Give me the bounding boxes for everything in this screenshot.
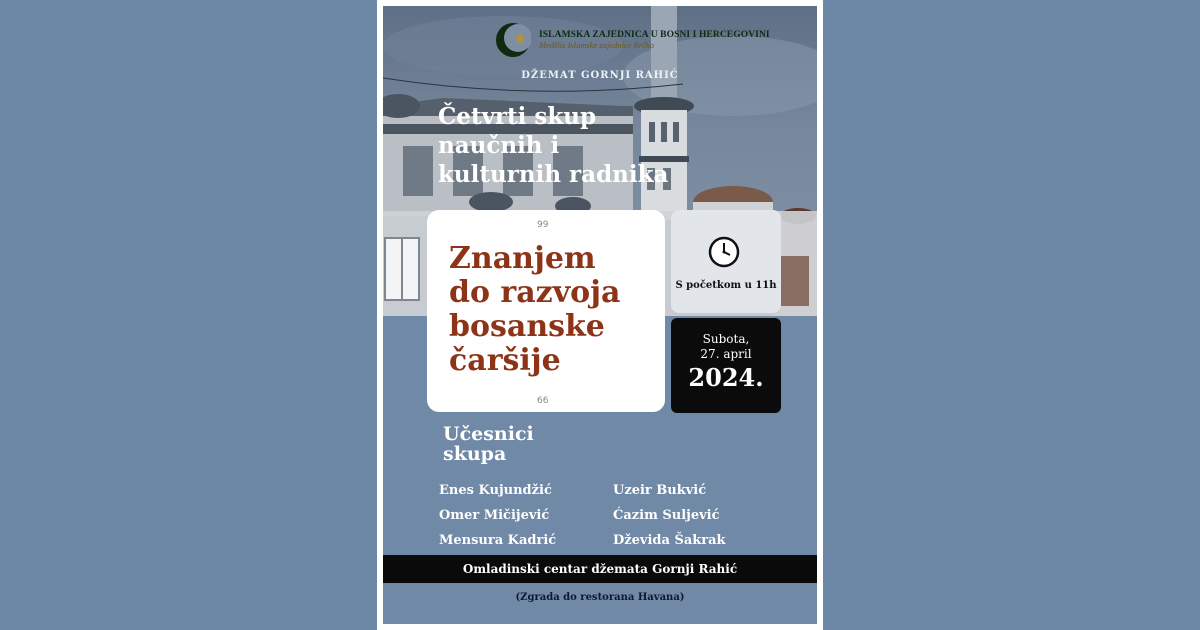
- participant-name: Dževida Šakrak: [613, 533, 726, 548]
- theme-card: [427, 210, 665, 412]
- theme-line: bosanske: [449, 309, 605, 344]
- time-card: [671, 210, 781, 313]
- poster-body: [383, 6, 817, 624]
- theme-line: čaršije: [449, 343, 561, 378]
- theme-line: do razvoja: [449, 275, 621, 310]
- participants-heading: [443, 424, 534, 464]
- crescent-star-icon: [495, 22, 531, 58]
- event-poster: [377, 0, 823, 630]
- organization-sub: Medžlis Islamske zajednice Brčko: [539, 39, 654, 50]
- theme-line: Znanjem: [449, 241, 596, 276]
- organization-logo: [495, 22, 770, 58]
- venue-bar: Omladinski centar džemata Gornji Rahić: [383, 555, 817, 583]
- title-line: Četvrti skup: [438, 103, 597, 130]
- participants-right: [613, 478, 726, 553]
- event-theme: [449, 242, 620, 378]
- title-line: naučnih i: [438, 132, 560, 159]
- venue-note: (Zgrada do restorana Havana): [515, 592, 685, 603]
- participant-name: Omer Mičijević: [439, 508, 550, 523]
- heading-line: Učesnici: [443, 423, 534, 445]
- participant-name: Mensura Kadrić: [439, 533, 557, 548]
- quote-close-icon: 66: [537, 396, 549, 406]
- participant-name: Ćazim Suljević: [613, 508, 720, 523]
- quote-open-icon: 99: [537, 220, 549, 230]
- date-card: [671, 318, 781, 413]
- event-year: 2024.: [688, 363, 764, 392]
- heading-line: skupa: [443, 443, 507, 465]
- participant-name: Uzeir Bukvić: [613, 483, 707, 498]
- start-time: S početkom u 11h: [675, 280, 777, 291]
- dzemat-name: DŽEMAT GORNJI RAHIĆ: [521, 70, 679, 81]
- event-title: [438, 102, 668, 189]
- participants-left: [439, 478, 556, 553]
- event-date: 27. april: [700, 347, 752, 361]
- event-day: Subota,: [702, 332, 750, 346]
- clock-icon: [708, 236, 740, 268]
- organization-name: ISLAMSKA ZAJEDNICA U BOSNI I HERCEGOVINI: [539, 30, 770, 41]
- title-line: kulturnih radnika: [438, 161, 669, 188]
- participant-name: Enes Kujundžić: [439, 483, 552, 498]
